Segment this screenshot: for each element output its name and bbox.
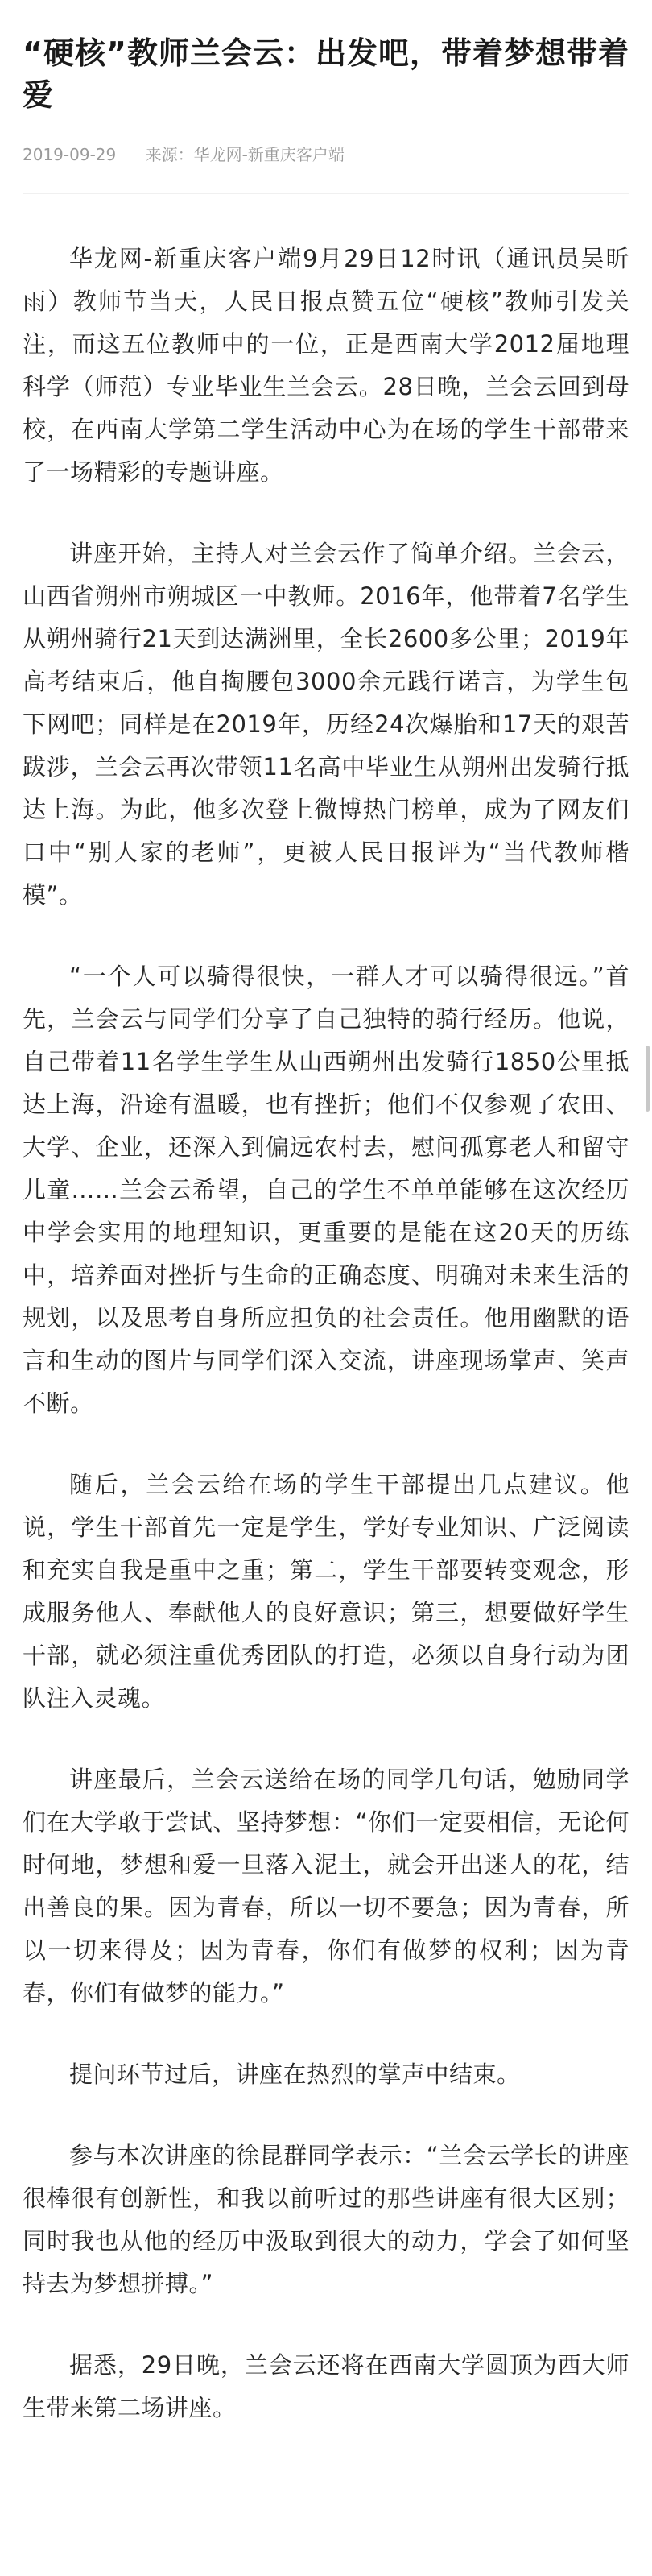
paragraph-5: 讲座最后，兰会云送给在场的同学几句话，勉励同学们在大学敢于尝试、坚持梦想：“你们一定要相信，无论何时何地，梦想和爱一旦落入泥土，就会开出迷人的花，结出善良的果。因为青春，所以一切不要急；因为青春，所以一切来得及；因为青春，你们有做梦的权利；因为青春，你们有做梦的能力。”: [23, 1766, 629, 2007]
paragraph-6: 提问环节过后，讲座在热烈的掌声中结束。: [69, 2060, 521, 2088]
article-title: “硬核”教师兰会云：出发吧，带着梦想带着爱: [23, 35, 629, 113]
scrollbar[interactable]: [646, 1046, 650, 1112]
paragraph-8: 据悉，29日晚，兰会云还将在西南大学圆顶为西大师生带来第二场讲座。: [23, 2351, 629, 2421]
paragraph-2: 讲座开始，主持人对兰会云作了简单介绍。兰会云，山西省朔州市朔城区一中教师。2016年，他带着7名学生从朔州骑行21天到达满洲里，全长2600多公里；2019年高考结束后，他自掏腰包3000余元践行诺言，为学生包下网吧；同样是在2019年，历经24次爆胎和17天的艰苦跋涉，兰会云再次带领11名高中毕业生从朔州出发骑行抵达上海。为此，他多次登上微博热门榜单，成为了网友们口中“别人家的老师”，更被人民日报评为“当代教师楷模”。: [23, 540, 629, 909]
publish-date: 2019-09-29: [23, 145, 117, 164]
paragraph-4: 随后，兰会云给在场的学生干部提出几点建议。他说，学生干部首先一定是学生，学好专业知识、广泛阅读和充实自我是重中之重；第二，学生干部要转变观念，形成服务他人、奉献他人的良好意识；第三，想要做好学生干部，就必须注重优秀团队的打造，必须以自身行动为团队注入灵魂。: [23, 1471, 629, 1712]
paragraph-3: “一个人可以骑得很快，一群人才可以骑得很远。”首先，兰会云与同学们分享了自己独特的骑行经历。他说，自己带着11名学生学生从山西朔州出发骑行1850公里抵达上海，沿途有温暖，也有挫折；他们不仅参观了农田、大学、企业，还深入到偏远农村去，慰问孤寡老人和留守儿童……兰会云希望，自己的学生不单单能够在这次经历中学会实用的地理知识，更重要的是能在这20天的历练中，培养面对挫折与生命的正确态度、明确对未来生活的规划，以及思考自身所应担负的社会责任。他用幽默的语言和生动的图片与同学们深入交流，讲座现场掌声、笑声不断。: [23, 963, 629, 1417]
paragraph-7: 参与本次讲座的徐昆群同学表示：“兰会云学长的讲座很棒很有创新性，和我以前听过的那些讲座有很大区别；同时我也从他的经历中汲取到很大的动力，学会了如何坚持去为梦想拼搏。”: [23, 2142, 629, 2297]
article-meta: [23, 143, 629, 166]
paragraph-1: 华龙网-新重庆客户端9月29日12时讯（通讯员吴昕雨）教师节当天，人民日报点赞五位“硬核”教师引发关注，而这五位教师中的一位，正是西南大学2012届地理科学（师范）专业毕业生兰会云。28日晚，兰会云回到母校，在西南大学第二学生活动中心为在场的学生干部带来了一场精彩的专题讲座。: [23, 245, 629, 486]
article-source: 来源：华龙网-新重庆客户端: [145, 145, 345, 164]
divider: [23, 193, 629, 194]
article-body: [23, 238, 629, 2429]
